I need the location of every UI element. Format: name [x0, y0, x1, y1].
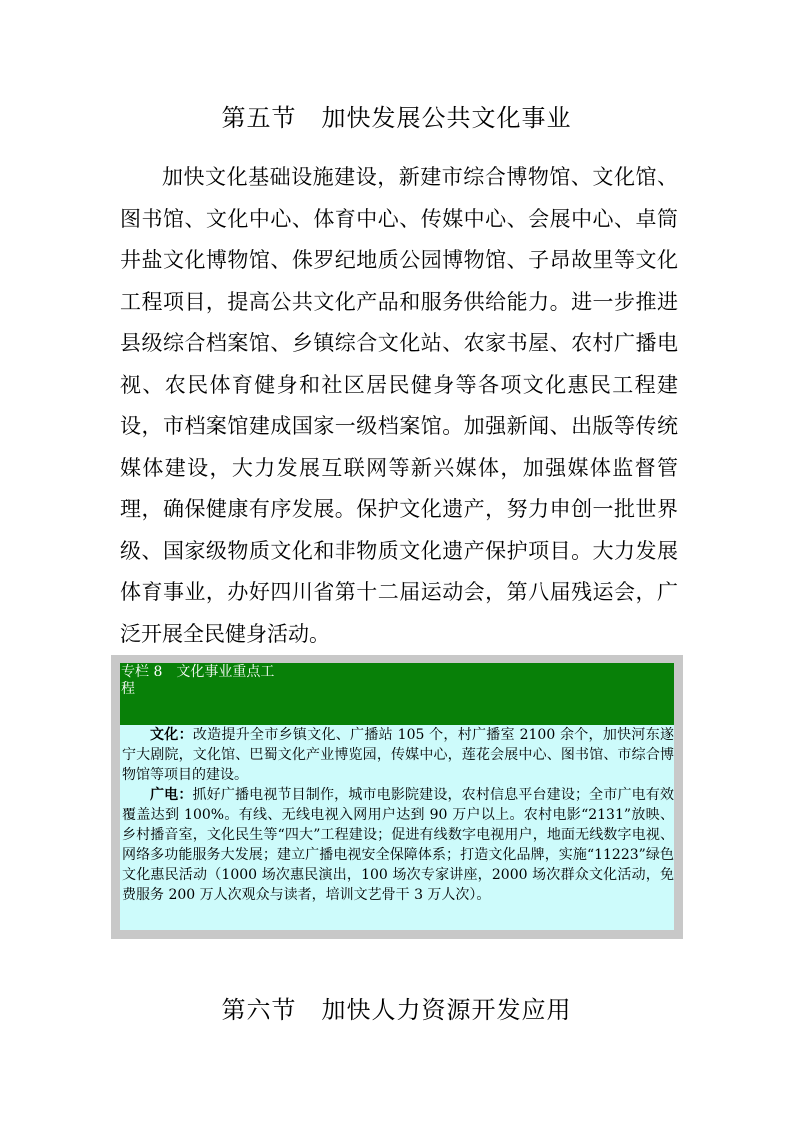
column-box-body — [120, 725, 674, 930]
item-label: 广电： — [150, 787, 193, 803]
column-box-title: 专栏 8 文化事业重点工 程 — [120, 663, 674, 725]
item-label: 文化： — [150, 727, 193, 743]
column-box — [111, 655, 683, 939]
column-box-item-broadcast — [122, 785, 674, 905]
section-5-paragraph: 加快文化基础设施建设，新建市综合博物馆、文化馆、图书馆、文化中心、体育中心、传媒中心、会展中心、卓筒井盐文化博物馆、侏罗纪地质公园博物馆、子昂故里等文化工程项目，提高公共文化产品和服务供给能力。进一步推进县级综合档案馆、乡镇综合文化站、农家书屋、农村广播电视、农民体育健身和社区居民健身等各项文化惠民工程建设，市档案馆建成国家一级档案馆。加强新闻、出版等传统媒体建设，大力发展互联网等新兴媒体，加强媒体监督管理，确保健康有序发展。保护文化遗产，努力申创一批世界级、国家级物质文化和非物质文化遗产保护项目。大力发展体育事业，办好四川省第十二届运动会，第八届残运会，广泛开展全民健身活动。 — [120, 165, 678, 646]
item-text: 抓好广播电视节目制作，城市电影院建设，农村信息平台建设；全市广电有效覆盖达到 100%。有线、无线电视入网用户达到 90 万户以上。农村电影“2131”放映、乡村播音室，文化民生等“四大”工程建设；促进有线数字电视用户，地面无线数字电视、网络多功能服务大发展；建立广播电视安全保障体系；打造文化品牌，实施“11223”绿色文化惠民活动（1000 场次惠民演出，100 场次专家讲座，2000 场次群众文化活动，免费服务 200 万人次观众与读者，培训文艺骨干 3 万人次）。 — [122, 787, 674, 903]
section-5-heading: 第五节 加快发展公共文化事业 — [221, 104, 572, 132]
column-box-item-culture — [122, 725, 674, 785]
section-6-heading: 第六节 加快人力资源开发应用 — [221, 996, 572, 1024]
item-text: 改造提升全市乡镇文化、广播站 105 个，村广播室 2100 余个，加快河东遂宁大剧院，文化馆、巴蜀文化产业博览园，传媒中心，莲花会展中心、图书馆、市综合博物馆等项目的建设。 — [122, 727, 674, 783]
